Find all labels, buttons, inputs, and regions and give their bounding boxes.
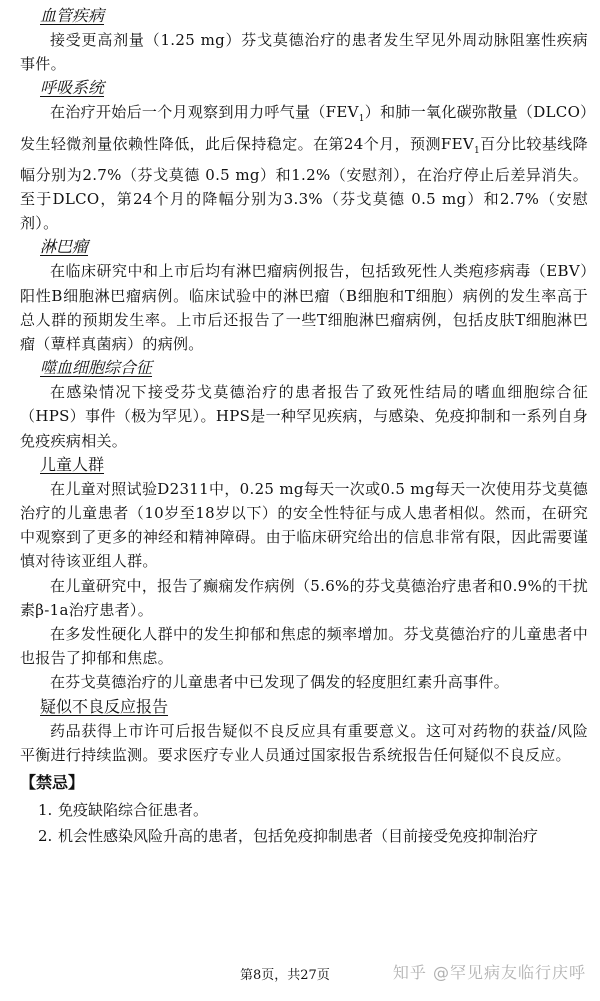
fev-subscript-1: 1: [358, 114, 365, 125]
page-footer: [0, 958, 600, 988]
fev-subscript-2: 1: [473, 145, 480, 156]
contraindications-list: [20, 797, 588, 849]
list-item-number: 1.: [38, 801, 53, 820]
section-heading-lymphoma: 淋巴瘤: [40, 237, 89, 257]
list-item: [20, 823, 588, 849]
section-heading-vascular: 血管疾病: [40, 6, 105, 25]
list-item-text: 机会性感染风险升高的患者，包括免疫抑制患者（目前接受免疫抑制治疗: [58, 827, 539, 846]
list-item-text: 免疫缺陷综合征患者。: [58, 801, 209, 820]
watermark: 知乎 @罕见病友临行庆呼: [392, 963, 586, 982]
section-heading-respiratory: 呼吸系统: [40, 78, 105, 98]
contraindications-heading: 【禁忌】: [20, 773, 85, 793]
list-item-number: 2.: [38, 827, 53, 846]
paragraph-pediatric-2: 在儿童研究中，报告了癫痫发作病例（5.6%的芬戈莫德治疗患者和0.9%的干扰素β-1a治疗患者）。: [20, 576, 588, 619]
paragraph-respiratory: [20, 100, 588, 235]
section-heading-adverse-reporting: 疑似不良反应报告: [40, 696, 169, 716]
list-item: [20, 797, 588, 823]
paragraph-pediatric-4: 在芬戈莫德治疗的儿童患者中已发现了偶发的轻度胆红素升高事件。: [50, 673, 510, 692]
respiratory-text-part-1: 在治疗开始后一个月观察到用力呼气量（FEV: [50, 103, 359, 122]
paragraph-adverse-reporting: 药品获得上市许可后报告疑似不良反应具有重要意义。这可对药物的获益/风险平衡进行持续监测。要求医疗专业人员通过国家报告系统报告任何疑似不良反应。: [20, 721, 588, 764]
respiratory-text-part-3: 百分比较基线降幅分别为2.7%（芬戈莫德 0.5 mg）和1.2%（安慰剂），在治疗停止后差异消失。至于DLCO，第24个月的降幅分别为3.3%（芬戈莫德 0.5 mg）和2.7%（安慰剂）。: [20, 134, 588, 233]
document-content: [20, 4, 588, 849]
paragraph-pediatric-3: 在多发性硬化人群中的发生抑郁和焦虑的频率增加。芬戈莫德治疗的儿童患者中也报告了抑郁和焦虑。: [20, 625, 588, 668]
paragraph-vascular: 接受更高剂量（1.25 mg）芬戈莫德治疗的患者发生罕见外周动脉阻塞性疾病事件。: [20, 31, 588, 74]
paragraph-pediatric-1: 在儿童对照试验D2311中，0.25 mg每天一次或0.5 mg每天一次使用芬戈莫德治疗的儿童患者（10岁至18岁以下）的安全性特征与成人患者相似。然而，在研究中观察到了更多的神经和精神障碍。由于临床研究给出的信息非常有限，因此需要谨慎对待该亚组人群。: [20, 479, 588, 571]
paragraph-hps: 在感染情况下接受芬戈莫德治疗的患者报告了致死性结局的嗜血细胞综合征（HPS）事件（极为罕见）。HPS是一种罕见疾病，与感染、免疫抑制和一系列自身免疫疾病相关。: [20, 383, 588, 450]
respiratory-text-part-2: ）和肺一氧化碳弥散量（DLCO）发生轻微剂量依赖性降低，此后保持稳定。在第24个月，预测FEV: [20, 103, 588, 153]
page-number: 第8页，共27页: [240, 968, 330, 983]
section-heading-hps: 噬血细胞综合征: [40, 358, 153, 378]
paragraph-lymphoma: 在临床研究中和上市后均有淋巴瘤病例报告，包括致死性人类疱疹病毒（EBV）阳性B细胞淋巴瘤病例。临床试验中的淋巴瘤（B细胞和T细胞）病例的发生率高于总人群的预期发生率。上市后还报告了一些T细胞淋巴瘤病例，包括皮肤T细胞淋巴瘤（蕈样真菌病）的病例。: [20, 262, 588, 354]
section-heading-pediatric: 儿童人群: [40, 454, 105, 474]
